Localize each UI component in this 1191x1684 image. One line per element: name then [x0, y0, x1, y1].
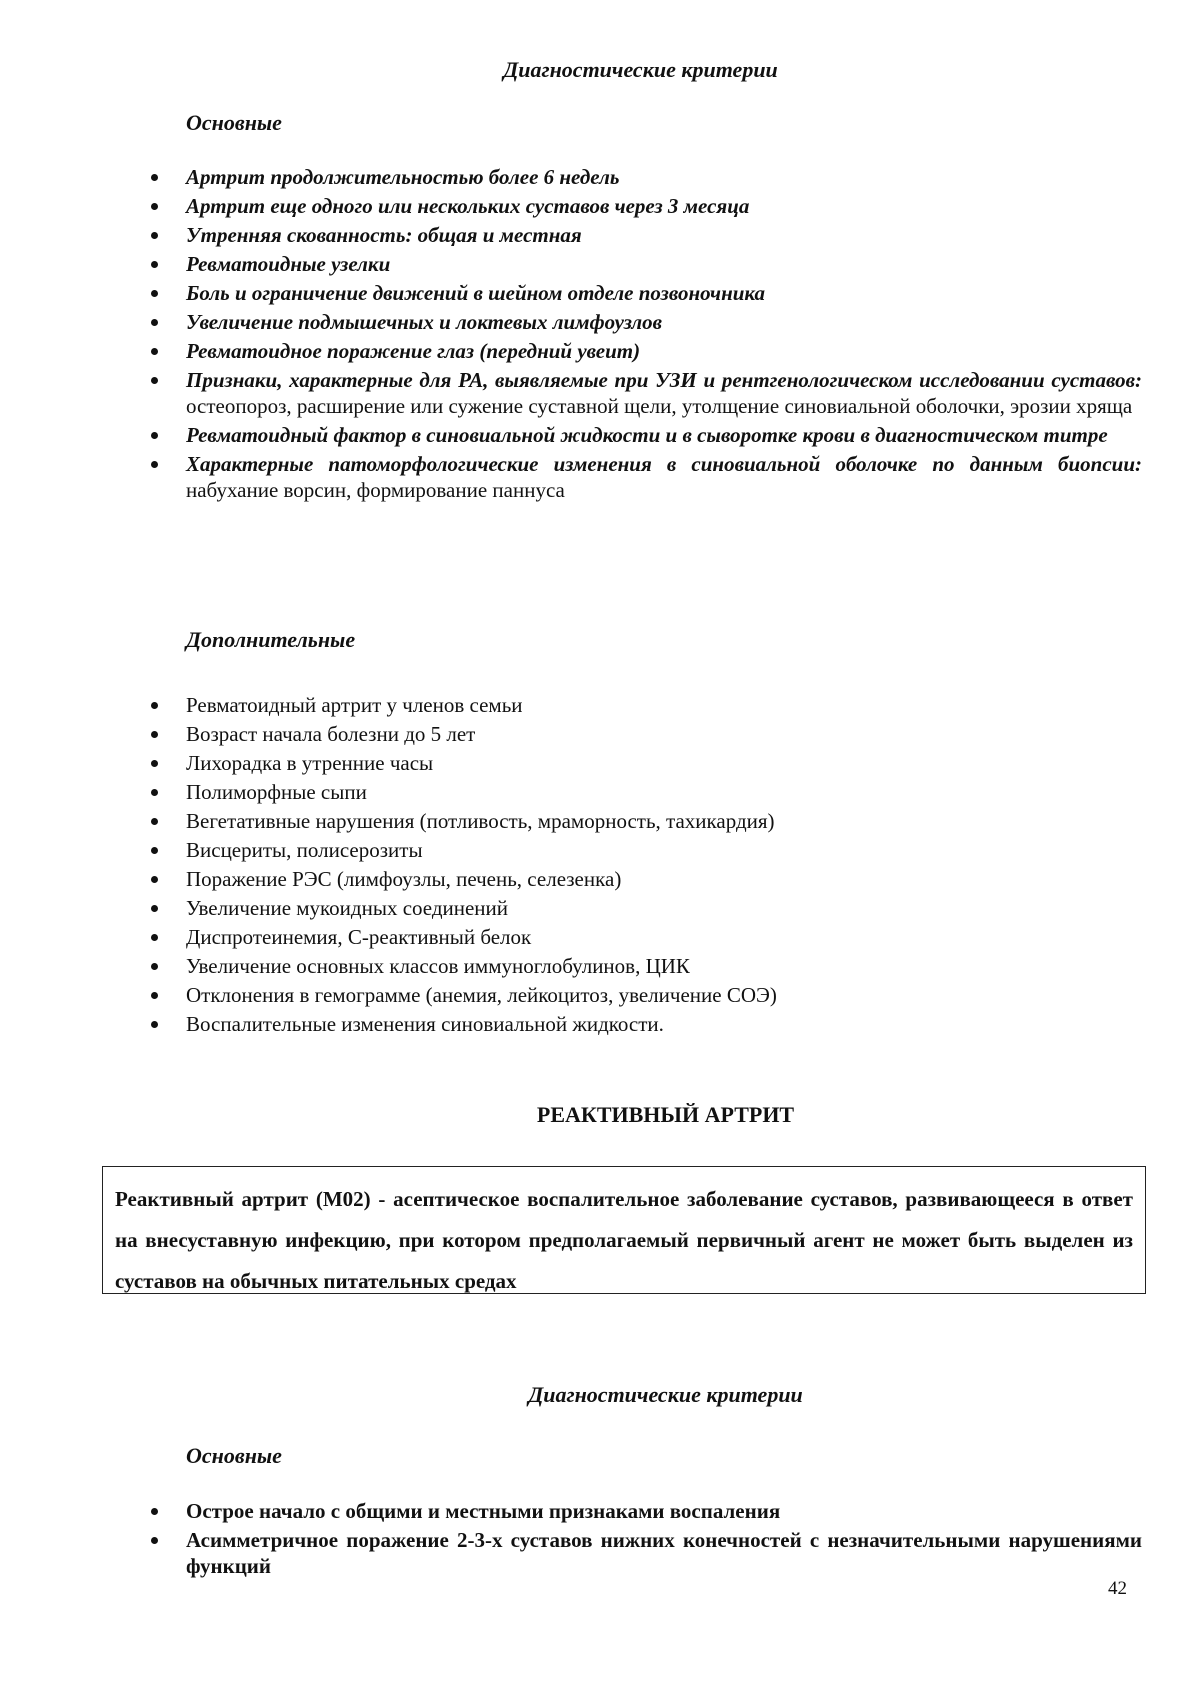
bullet-icon	[151, 377, 158, 384]
bullet-icon	[151, 232, 158, 239]
bullet-icon	[151, 261, 158, 268]
criterion-lead: Артрит еще одного или нескольких суставов через 3 месяца	[186, 194, 750, 218]
criterion-text: Диспротеинемия, С-реактивный белок	[186, 925, 532, 949]
list-item	[146, 808, 1142, 834]
ra-extra-criteria-list	[146, 692, 1142, 1040]
criterion-text: Увеличение основных классов иммуноглобулинов, ЦИК	[186, 954, 690, 978]
bullet-icon	[151, 818, 158, 825]
list-item	[146, 422, 1142, 448]
reactive-title: РЕАКТИВНЫЙ АРТРИТ	[536, 1102, 795, 1127]
criterion-text: Асимметричное поражение 2-3-х суставов нижних конечностей с незначительными нарушениями функций	[186, 1528, 1142, 1578]
list-item	[146, 280, 1142, 306]
bullet-icon	[151, 203, 158, 210]
list-item	[146, 721, 1142, 747]
criterion-text: Ревматоидный артрит у членов семьи	[186, 693, 523, 717]
list-item	[146, 309, 1142, 335]
bullet-icon	[151, 1537, 158, 1544]
list-item	[146, 924, 1142, 950]
bullet-icon	[151, 1021, 158, 1028]
page-number: 42	[1108, 1578, 1127, 1599]
reactive-main-label: Основные	[186, 1443, 282, 1468]
list-item	[146, 895, 1142, 921]
bullet-icon	[151, 290, 158, 297]
bullet-icon	[151, 760, 158, 767]
list-item	[146, 982, 1142, 1008]
bullet-icon	[151, 319, 158, 326]
criterion-text: Острое начало с общими и местными признаками воспаления	[186, 1499, 781, 1523]
bullet-icon	[151, 963, 158, 970]
criterion-text: Вегетативные нарушения (потливость, мраморность, тахикардия)	[186, 809, 775, 833]
list-item	[146, 779, 1142, 805]
criterion-lead: Артрит продолжительностью более 6 недель	[186, 165, 620, 189]
ra-extra-label: Дополнительные	[186, 627, 356, 652]
criterion-lead: Характерные патоморфологические изменения в синовиальной оболочке по данным биопсии:	[186, 452, 1142, 476]
definition-box	[102, 1166, 1146, 1294]
criterion-text: Увеличение мукоидных соединений	[186, 896, 509, 920]
criterion-detail: остеопороз, расширение или сужение суставной щели, утолщение синовиальной оболочки, эрозии хряща	[186, 394, 1133, 418]
ra-main-label: Основные	[186, 110, 282, 135]
criterion-text: Воспалительные изменения синовиальной жидкости.	[186, 1012, 664, 1036]
criterion-lead: Ревматоидное поражение глаз (передний увеит)	[186, 339, 641, 363]
criterion-lead: Боль и ограничение движений в шейном отделе позвоночника	[186, 281, 766, 305]
ra-main-criteria-list	[146, 164, 1142, 506]
bullet-icon	[151, 1508, 158, 1515]
list-item	[146, 222, 1142, 248]
bullet-icon	[151, 789, 158, 796]
criterion-text: Висцериты, полисерозиты	[186, 838, 423, 862]
criterion-text: Отклонения в гемограмме (анемия, лейкоцитоз, увеличение СОЭ)	[186, 983, 777, 1007]
criterion-text: Лихорадка в утренние часы	[186, 751, 434, 775]
list-item	[146, 451, 1142, 503]
list-item	[146, 837, 1142, 863]
bullet-icon	[151, 905, 158, 912]
list-item	[146, 164, 1142, 190]
criterion-detail: набухание ворсин, формирование паннуса	[186, 478, 565, 502]
list-item	[146, 251, 1142, 277]
criterion-lead: Ревматоидный фактор в синовиальной жидкости и в сыворотке крови в диагностическом титре	[186, 423, 1108, 447]
ra-criteria-heading: Диагностические критерии	[503, 57, 778, 82]
list-item	[146, 750, 1142, 776]
list-item	[146, 1011, 1142, 1037]
criterion-text: Полиморфные сыпи	[186, 780, 367, 804]
criterion-lead: Признаки, характерные для РА, выявляемые при УЗИ и рентгенологическом исследовании суставов:	[186, 368, 1142, 392]
bullet-icon	[151, 702, 158, 709]
criterion-lead: Утренняя скованность: общая и местная	[186, 223, 582, 247]
reactive-main-criteria-list	[146, 1498, 1142, 1582]
bullet-icon	[151, 934, 158, 941]
list-item	[146, 193, 1142, 219]
bullet-icon	[151, 432, 158, 439]
reactive-criteria-heading: Диагностические критерии	[528, 1382, 803, 1407]
list-item	[146, 953, 1142, 979]
list-item	[146, 1527, 1142, 1579]
bullet-icon	[151, 461, 158, 468]
bullet-icon	[151, 174, 158, 181]
criterion-lead: Ревматоидные узелки	[186, 252, 391, 276]
criterion-lead: Увеличение подмышечных и локтевых лимфоузлов	[186, 310, 663, 334]
criterion-text: Возраст начала болезни до 5 лет	[186, 722, 476, 746]
bullet-icon	[151, 876, 158, 883]
list-item	[146, 1498, 1142, 1524]
list-item	[146, 367, 1142, 419]
list-item	[146, 338, 1142, 364]
bullet-icon	[151, 992, 158, 999]
bullet-icon	[151, 847, 158, 854]
bullet-icon	[151, 348, 158, 355]
list-item	[146, 692, 1142, 718]
list-item	[146, 866, 1142, 892]
bullet-icon	[151, 731, 158, 738]
definition-text: Реактивный артрит (М02) - асептическое воспалительное заболевание суставов, развивающееся в ответ на внесуставную инфекцию, при котором предполагаемый первичный агент не может быть выделен из суставов на обычных питательных средах	[115, 1187, 1133, 1293]
criterion-text: Поражение РЭС (лимфоузлы, печень, селезенка)	[186, 867, 622, 891]
